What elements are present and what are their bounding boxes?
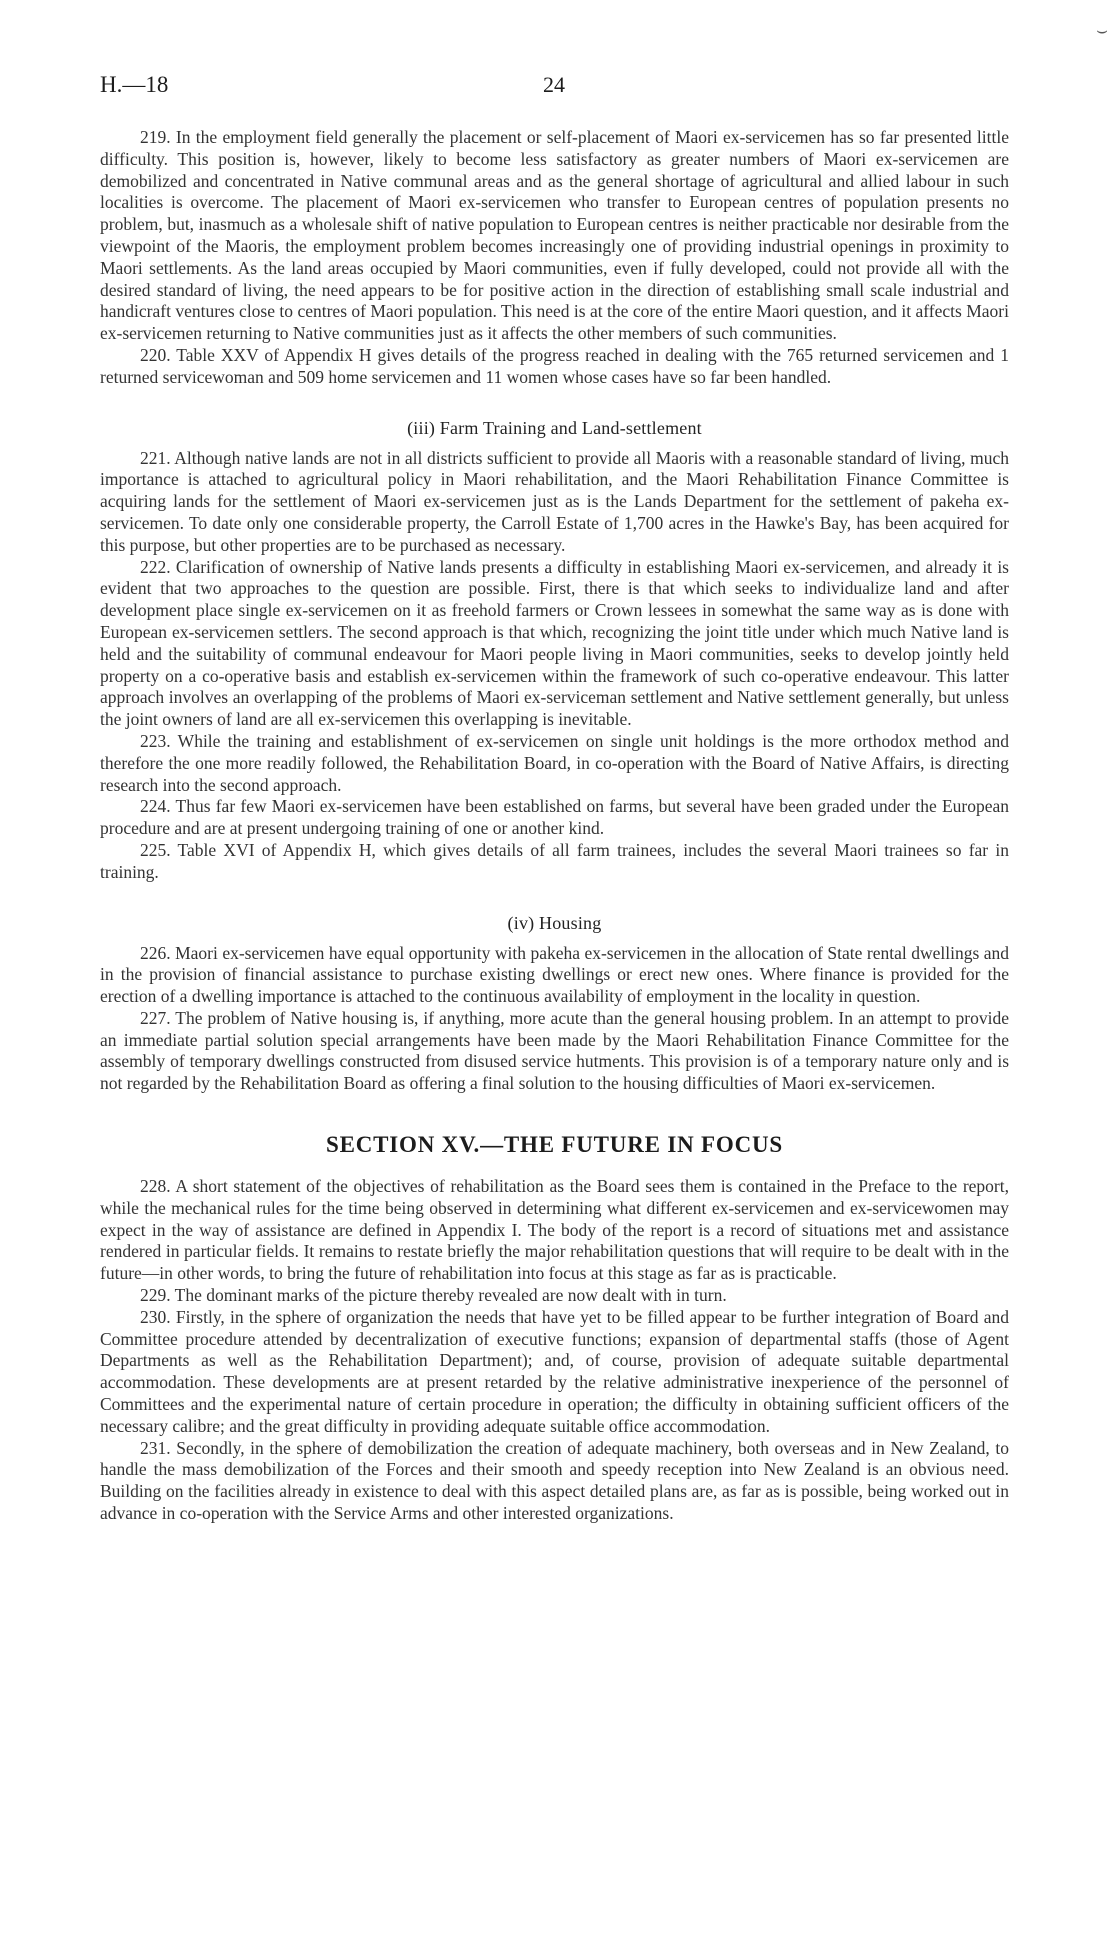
paragraph-229: 229. The dominant marks of the picture thereby revealed are now dealt with in turn. <box>140 1285 727 1306</box>
document-id: H.—18 <box>100 72 169 97</box>
paragraph-224: 224. Thus far few Maori ex-servicemen have been established on farms, but several have been graded under the European procedure and are at present undergoing training of one or another kind. <box>100 796 1009 839</box>
paragraph-228: 228. A short statement of the objectives of rehabilitation as the Board sees them is contained in the Preface to the report, while the mechanical rules for the time being observed in determining what different ex-servicemen and ex-servicewomen may expect in the way of assistance are defined in Appendix I. The body of the report is a record of situations met and assistance rendered in particular fields. It remains to restate briefly the major rehabilitation questions that will require to be dealt with in the future—in other words, to bring the future of rehabilitation into focus at this stage as far as is practicable. <box>100 1176 1009 1284</box>
paragraph-226: 226. Maori ex-servicemen have equal opportunity with pakeha ex-servicemen in the allocation of State rental dwellings and in the provision of financial assistance to purchase existing dwellings or erect new ones. Where finance is provided for the erection of a dwelling importance is attached to the continuous availability of employment in the locality in question. <box>100 942 1009 1007</box>
page-number: 24 <box>543 72 565 97</box>
paragraph-220: 220. Table XXV of Appendix H gives details of the progress reached in dealing with the 765 returned servicemen and 1 returned servicewoman and 509 home servicemen and 11 women whose cases have so far been handled. <box>100 344 1009 387</box>
paragraph-225: 225. Table XVI of Appendix H, which gives details of all farm trainees, includes the several Maori trainees so far in training. <box>100 839 1009 882</box>
subheading-housing: (iv) Housing <box>507 912 602 933</box>
page-corner-mark: ⌣ <box>1096 20 1108 40</box>
paragraph-219: 219. In the employment field generally the placement or self-placement of Maori ex-servicemen has so far presented little difficulty. This position is, however, likely to become less satisfactory as greater numbers of Maori ex-servicemen are demobilized and concentrated in Native communal areas and as the general shortage of agricultural and allied labour in such localities is overcome. The placement of Maori ex-servicemen who transfer to European centres of population presents no problem, but, inasmuch as a wholesale shift of native population to European centres is neither practicable nor desirable from the viewpoint of the Maoris, the employment problem becomes increasingly one of providing industrial openings in proximity to Maori settlements. As the land areas occupied by Maori communities, even if fully developed, could not provide all with the desired standard of living, the need appears to be for positive action in the direction of establishing small scale industrial and handicraft ventures close to centres of Maori population. This need is at the core of the entire Maori question, and it affects Maori ex-servicemen returning to Native communities just as it affects the other members of such communities. <box>100 127 1009 344</box>
subheading-farm-training: (iii) Farm Training and Land-settlement <box>407 417 702 438</box>
paragraph-227: 227. The problem of Native housing is, if anything, more acute than the general housing problem. In an attempt to provide an immediate partial solution special arrangements have been made by the Maori Rehabilitation Finance Committee for the assembly of temporary dwellings constructed from disused service hutments. This provision is of a temporary nature only and is not regarded by the Rehabilitation Board as offering a final solution to the housing difficulties of Maori ex-servicemen. <box>100 1007 1009 1094</box>
section-heading: SECTION XV.—THE FUTURE IN FOCUS <box>326 1132 783 1158</box>
paragraph-231: 231. Secondly, in the sphere of demobilization the creation of adequate machinery, both overseas and in New Zealand, to handle the mass demobilization of the Forces and their smooth and speedy reception into New Zealand is an obvious need. Building on the facilities already in existence to deal with this aspect detailed plans are, as far as is possible, being worked out in advance in co-operation with the Service Arms and other interested organizations. <box>100 1437 1009 1524</box>
paragraph-222: 222. Clarification of ownership of Native lands presents a difficulty in establishing Maori ex-servicemen, and already it is evident that two approaches to the question are possible. First, there is that which seeks to individualize land and after development place single ex-servicemen on it as freehold farmers or Crown lessees in somewhat the same way as is done with European ex-servicemen settlers. The second approach is that which, recognizing the joint title under which much Native land is held and the suitability of communal endeavour for Maori people living in Maori communities, seeks to develop jointly held property on a co-operative basis and establish ex-servicemen within the framework of such co-operative endeavour. This latter approach involves an overlapping of the problems of Maori ex-serviceman settlement and Native settlement generally, but unless the joint owners of land are all ex-servicemen this overlapping is inevitable. <box>100 556 1009 730</box>
paragraph-221: 221. Although native lands are not in all districts sufficient to provide all Maoris with a reasonable standard of living, much importance is attached to agricultural policy in Maori rehabilitation, and the Maori Rehabilitation Finance Committee is acquiring lands for the settlement of Maori ex-servicemen just as is the Lands Department for the settlement of pakeha ex-servicemen. To date only one considerable property, the Carroll Estate of 1,700 acres in the Hawke's Bay, has been acquired for this purpose, but other properties are to be purchased as necessary. <box>100 447 1009 555</box>
body-text <box>100 127 1009 1525</box>
paragraph-223: 223. While the training and establishment of ex-servicemen on single unit holdings is the more orthodox method and therefore the one more readily followed, the Rehabilitation Board, in co-operation with the Board of Native Affairs, is directing research into the second approach. <box>100 730 1009 795</box>
paragraph-230: 230. Firstly, in the sphere of organization the needs that have yet to be filled appear to be further integration of Board and Committee procedure attended by decentralization of executive functions; expansion of departmental staffs (those of Agent Departments as well as the Rehabilitation Department); and, of course, provision of adequate suitable departmental accommodation. These developments are at present retarded by the relative administrative inexperience of the personnel of Committees and the experimental nature of certain procedure in operation; the difficulty in obtaining sufficient officers of the necessary calibre; and the great difficulty in providing adequate suitable office accommodation. <box>100 1306 1009 1436</box>
